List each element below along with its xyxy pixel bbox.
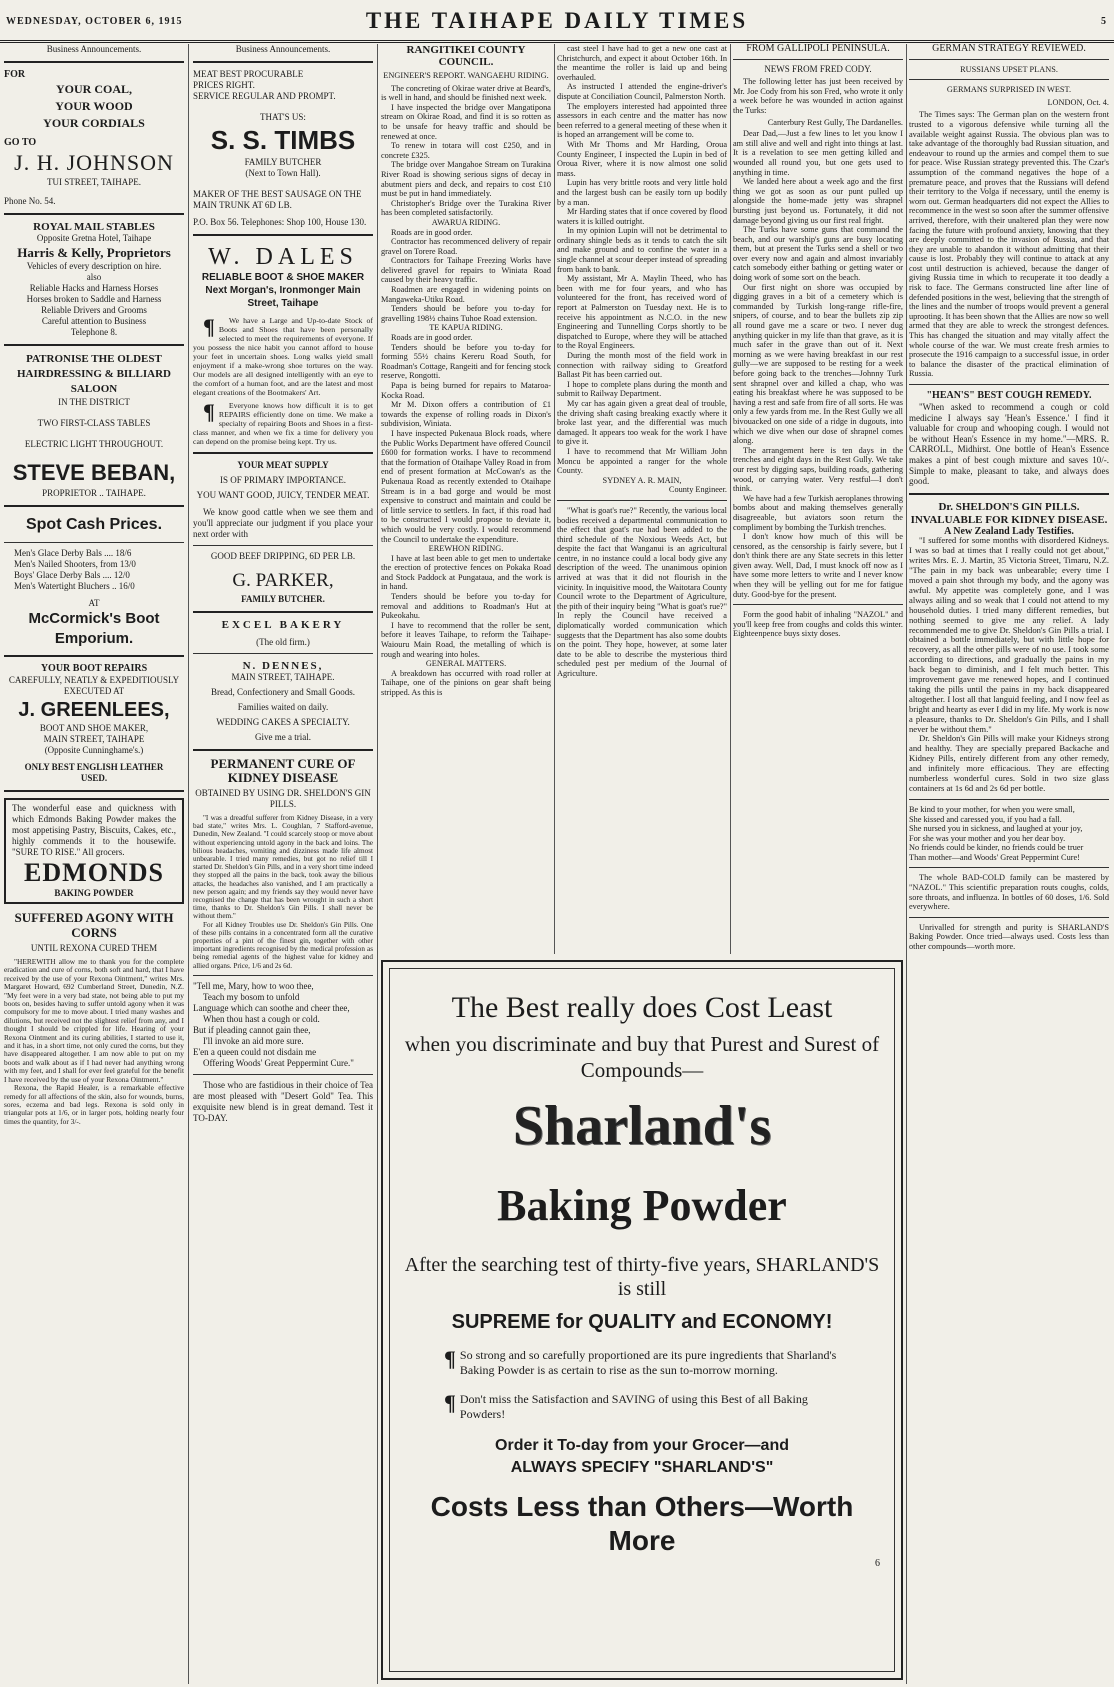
advert-bullet-text: So strong and so carefully proportioned are its pure ingredients that Sharland's Baking Powder is as certain to rise as the sun to-morrow morning.: [459, 1348, 837, 1377]
dennes-line: Give me a trial.: [255, 732, 311, 742]
stables-proprietors: Harris & Kelly, Proprietors: [17, 245, 171, 260]
timbs-top: SERVICE REGULAR AND PROMPT.: [193, 91, 336, 101]
poem-line: When thou hast a cough or cold.: [203, 1013, 320, 1024]
saloon-line: SALOON: [70, 383, 118, 395]
sharlands-advert: [381, 960, 903, 1680]
letter-place: Canterbury Rest Gully, The Dardanelles.: [767, 117, 903, 127]
council-paragraph: Tenders should be before you to-day for gravelling 198½ chains Tuhoe Road extension.: [381, 304, 551, 323]
beban-name: STEVE BEBAN,: [12, 460, 176, 485]
letter-paragraph: We have had a few Turkish aeroplanes throwing bombs about and making themselves generally disagreeable, but aviators soon return the compliment by bombing the Turkish trenches.: [733, 493, 903, 532]
stables-sub: Opposite Gretna Hotel, Taihape: [36, 233, 152, 243]
dales-paragraph: ¶ We have a Large and Up-to-date Stock of Boots and Shoes that have been personally selected to meet the requirements of everyone. If you possess the nice habit you cannot afford to house your feet in uncertain shoes. Long walks yield small enjoyment if a make-wrong shoe tortures on the way. Our models are all designed intelligently with an eye to the comfort of a human foot, and are the latest and most elegant creations of the Bootmakers' Art.: [193, 314, 373, 397]
council-paragraph: Contractor has recommenced delivery of repair gravel on Torere Road.: [381, 237, 551, 256]
poem-line: I'll invoke an aid more sure.: [203, 1035, 304, 1046]
council-paragraph: The bridge over Mangahoe Stream on Turakina River Road is showing serious signs of decay in abutment piers and deck, and repairs to cost £10 must be put in hand immediately.: [381, 160, 551, 199]
column-rule: [730, 44, 731, 954]
johnson-for: FOR: [4, 69, 26, 80]
rexona-body: "HEREWITH allow me to thank you for the complete eradication and cure of corns, both soft and hard, that I have received by the use of your Rexona Ointment," writes Mrs. Margaret Howard, 692 Cumberland Street, Dunedin, N.Z. "My feet were in a very bad state, not being able to put my boots on, besides having to suffer untold agony when it was compulsory for me to move about. I tried many washes and dilutions, but received not the slightest relief from any, and I thought I should be crippled for life. Hearing of your Rexona Ointment and its curing abilities, I started to use it, and it has, in a short time, not only cured the corns, but they have disappeared altogether. I am now able to put on my boots and walk about as if I had never had anything wrong with my feet, and I shall for ever feel grateful for the benefit I have received by the use of your Rexona Ointment.": [4, 957, 184, 1084]
column-1: [4, 44, 184, 1684]
council-paragraph: Mr Harding states that if once covered by flood waters it is killed outright.: [557, 207, 727, 226]
dennes-line: Bread, Confectionery and Small Goods.: [211, 687, 355, 697]
gin-body: "I suffered for some months with disordered Kidneys. I was so bad at times that I really could not get about," writes Mrs. E. J. Martin, 35 Victoria Street, Timaru, N.Z. "The pain in my back was unbearable; every time I moved a pain shot through my body, and the agony was awful. My appetite was completely gone, and I was always ailing and so weak that I could not attend to my household duties. I tried many different remedies, but nothing seemed to give me any relief. A lady recommended me to give Dr. Sheldon's Gin Pills a trial. I obtained a bottle immediately, but with little hope for recovery, as all the other pills were of no use. I took some according to directions, and gradually the pains in my back began to diminish, and I felt much better. This improvement gave me renewed hopes, and I continued taking the pills until the pains in my back disappeared altogether. I lost all that languid feeling, and I now feel as bright and hearty as ever I did in my life. My work is now a pleasure, thanks to Dr. Sheldon's Gin Pills, and I shall never be without them.": [909, 535, 1109, 734]
greenlees-top: CAREFULLY, NEATLY & EXPEDITIOUSLY EXECUTED AT: [8, 675, 180, 696]
greenlees-line: USED.: [80, 773, 108, 783]
poem-line: Language which can soothe and cheer thee,: [193, 1002, 350, 1013]
letter-paragraph: We landed here about a week ago and the first thing we got as soon as our punt pulled up alongside the home-made jetty was shrapnel bursting just beyond us. Fortunately, it did not damage beyond giving us our first real fright.: [733, 177, 903, 225]
mother-line: She nursed you in sickness, and laughed at your joy,: [909, 824, 1083, 834]
gin-footer: Dr. Sheldon's Gin Pills will make your Kidneys strong and healthy. They are specially prepared Backache and Kidney Pills, entirely different from any other remedy, and infinitely more efficacious. They are effecting numberless wonderful cures. Sold in two size glass containers at 1s 6d and 2s 6d per bottle.: [909, 733, 1109, 793]
greenlees-line: MAIN STREET, TAIHAPE: [43, 734, 145, 744]
greenlees-line: ONLY BEST ENGLISH LEATHER: [24, 762, 164, 772]
strategy-sub1: RUSSIANS UPSET PLANS.: [960, 64, 1058, 74]
strategy-sub2: GERMANS SURPRISED IN WEST.: [946, 85, 1072, 95]
council-paragraph: I have inspected Pukenaua Block roads, where the Public Works Department have offered Council £600 for formation works. I have to recommend that the formation of Otaihape Valley Road in from end of present formation at McCowan's as the Pukenaua Road as recently extended to Otaihape Stream is in a bad gorge and would be most expensive to construct and maintain and could be of little service to settlers. In fact, if this road had to be constructed I would propose to deviate it, which would be very costly. I would recommend the Council to undertake the expenditure.: [381, 428, 551, 544]
johnson-name: J. H. JOHNSON: [14, 150, 174, 175]
saloon-line: TWO FIRST-CLASS TABLES: [37, 418, 151, 428]
council-paragraph: Roads are in good order.: [391, 333, 473, 343]
issue-date: WEDNESDAY, OCTOBER 6, 1915: [6, 16, 183, 27]
rexona-title: SUFFERED AGONY WITH CORNS: [14, 910, 174, 940]
mccormick-name: McCormick's Boot Emporium.: [28, 610, 160, 647]
mother-line: She kissed and caressed you, if you had a fall.: [909, 814, 1062, 824]
advert-after: After the searching test of thirty-five years, SHARLAND'S is still: [404, 1254, 880, 1300]
letter-paragraph: The Turks have some guns that command the beach, and our warship's guns are busy locating them, but at present the Turks send a shell or two over every now and again and almost invariably catch somebody either bathing or getting water or doing work of some sort on the beach.: [733, 225, 903, 283]
spot-cash-item: Men's Nailed Shooters, from 13/0: [14, 559, 136, 569]
poem-line: "Tell me, Mary, how to woo thee,: [193, 980, 314, 991]
greenlees-line: BOOT AND SHOE MAKER,: [39, 723, 149, 733]
dennes-name: N. DENNES,: [242, 660, 324, 672]
dales-text: We have a Large and Up-to-date Stock of Boots and Shoes that have been personally selected to meet the requirements of everyone. If you possess the nice habit you cannot afford to house your feet in uncertain shoes. Long walks yield small enjoyment if a make-wrong shoe tortures on the way. Our models are all designed intelligently with an eye to the comfort of a human foot, and are the latest and most elegant creations of the Bootmakers' Art.: [193, 316, 373, 397]
stables-line: also: [86, 272, 102, 282]
meat-line: IS OF PRIMARY IMPORTANCE.: [220, 475, 346, 485]
timbs-name: S. S. TIMBS: [210, 125, 356, 155]
council-paragraph: The employers interested had appointed three assessors in each centre and the matter has now been referred to a general meeting of these when it is hoped an arrangement will be come to.: [557, 101, 727, 140]
council-paragraph: Mr M. Dixon offers a contribution of £1 towards the expense of rolling roads in Dixon's subdivision, Winiata.: [381, 400, 551, 429]
johnson-address: TUI STREET, TAIHAPE.: [47, 177, 141, 187]
poem-line: E'en a queen could not disdain me: [193, 1046, 317, 1057]
rexona-footer: Rexona, the Rapid Healer, is a remarkable effective remedy for all affections of the skin, also for wounds, burns, sores, eczema and bad legs. Rexona is sold only in triangular pots at 1/6, or in larger pots, holding nearly four times the quantity, for 3/-.: [4, 1083, 184, 1126]
poem-line: But if pleading cannot gain thee,: [193, 1024, 311, 1035]
timbs-sausage: MAKER OF THE BEST SAUSAGE ON THE MAIN TRUNK AT 6D LB.: [193, 189, 362, 210]
newspaper-title: THE TAIHAPE DAILY TIMES: [365, 8, 749, 33]
advert-supreme: SUPREME for QUALITY and ECONOMY!: [451, 1311, 833, 1333]
advert-bullet-text: Don't miss the Satisfaction and SAVING of using this Best of all Baking Powders!: [459, 1392, 808, 1421]
gallipoli-title: FROM GALLIPOLI PENINSULA.: [746, 44, 890, 54]
strategy-body: The Times says: The German plan on the western front trusted to a vigorous defensive while turning all the available weight against Russia. The obvious plan was to take advantage of the thoroughly bad Russian situation, and endeavour to round up the armies and compel them to sue for peace. Wise Russian strategy prevented this. The Czar's assumption of the command negatives the hope of a premature peace, and proves that the Russians will defend their territory to the Volga if necessary, until the enemy is worn out. German headquarters did not expect the Allies to recommence in the west so soon after the summer offensive arrived, therefore, with their unaltered plan they were now facing the future with profound anxiety, knowing that they are deeply committed to the invasion of Russia, and that they are unable to abandon it without admitting that their cause is lost. Probably they will continue to attack at any cost until destruction is achieved, because the danger of giving Russia time in which to recuperate it too deadly a risk to face. The Germans constructed line after line of defended positions in the west, believing that the strength of the lines and the number of troops would prevent a general uprooting. It has been shown that the Allies are now so well armed that they are able to wreck the strongest defences. This has changed the situation and may vitally affect the whole course of the war. We must create fresh armies to prosecute the 1916 campaign to a successful issue, in order to balance the disaster of the practical elimination of Russia.: [909, 110, 1109, 379]
timbs-phone: P.O. Box 56. Telephones: Shop 100, House 130.: [193, 217, 367, 227]
mother-line: Than mother—and Woods' Great Peppermint Cure!: [909, 852, 1080, 862]
mother-line: For she was your mother and you her dear boy.: [909, 833, 1066, 843]
column-rule: [188, 44, 189, 1684]
dales-subtitle: RELIABLE BOOT & SHOE MAKER: [201, 272, 365, 283]
council-paragraph: My assistant, Mr A. Maylin Theed, who has been with me for four years, and who has volunteered for the front, has received word of report at Palmerston on Tuesday next. He is to receive his appointment as N.C.O. in the new Engineering and Tunnelling Corps shortly to be dispatched to Europe, where they will be attached to the Royal Engineers.: [557, 274, 727, 351]
column-4: [557, 44, 727, 964]
dennes-line: Families waited on daily.: [237, 702, 329, 712]
saloon-line: PATRONISE THE OLDEST: [26, 353, 162, 365]
dales-text: Everyone knows how difficult it is to get REPAIRS efficiently done on time. We make a specialty of repairing Boots and Shoes in a first-class manner, and when we fix a time for delivery you can depend on the promise being kept. Try us.: [193, 401, 373, 446]
gallipoli-subtitle: NEWS FROM FRED CODY.: [764, 63, 872, 74]
letter-paragraph: Dear Dad,—Just a few lines to let you know I am still alive and well and right into things at last. It is a revelation to see men getting killed and wounded all round you, but one gets used to anything in time.: [733, 129, 903, 177]
goats-rue-paragraph: "What is goat's rue?" Recently, the various local bodies received a departmental communication to the effect that goat's rue had been added to the third schedule of the Noxious Weeds Act, but despite the fact that Wanganui is an agricultural centre, in no instance could a local body give any description of the weed. The unanimous opinion arrived at was that it did not flourish in the vicinity. In inquisitive mood, the Waitotara County Council wrote to the Department of Agriculture, the pith of their inquiry being "What is goat's rue?" In reply the Council have received a diplomatically worded communication which suggests that the Department has also some doubts on the point. They hope, however, at some later date to be able to describe the mysterious third scheduled pest per medium of the Journal of Agriculture.: [557, 505, 727, 678]
tea-text: Those who are fastidious in their choice of Tea are most pleased with "Desert Gold" Tea. This exquisite new blend is in great demand. Test it TO-DAY.: [193, 1079, 373, 1123]
spot-cash-at: AT: [88, 598, 100, 608]
letter-paragraph: The arrangement here is ten days in the trenches and eight days in the Rest Gully. We take our rest by digging saps, building roads, gathering wood, or carrying water. Very restful—I don't think.: [733, 445, 903, 494]
council-paragraph: Lupin has very brittle roots and very little hold and the largest bush can be easily torn up bodily by a man.: [557, 178, 727, 207]
heans-title: "HEAN'S" BEST COUGH REMEDY.: [926, 390, 1092, 401]
heans-body: "When asked to recommend a cough or cold medicine I always say 'Hean's Essence.' I find it valuable for croup and whooping cough. I would not be without Hean's Essence in my home."—MRS. R. CARROLL, Midhirst. One bottle of Hean's Essence makes a pint of best cough mixture and saves 10/-. Simple to make, pleasant to take, and always does good.: [909, 402, 1109, 487]
masthead: [0, 0, 1114, 43]
edmonds-advert: [4, 798, 184, 904]
letter-paragraph: Our first night on shore was occupied by digging graves in a bit of a cemetery which is commanded by Turkish long-range rifle-fire, snipers, of course, and to bear the bullets zip zip all round gave me a scare or two. I never dug anything quicker in my life than that grave, as it is much safer in the grave than out of it. Next morning as we were having breakfast in our rest gully—we are supposed to be resting for a week before going back to the trenches—Johnny Turk sent shrapnel over and killed a chap, who was eating his breakfast where he was supposed to be having a rest and safe from fire of all sorts. He was only a few yards from me. In the Rest Gully we all bivouacked on one side of a ridge in dugouts, into which we dive when our dose of shrapnel comes along.: [733, 282, 903, 446]
council-paragraph: Tenders should be before you to-day for forming 55½ chains Kereru Road South, for Roadman's Cottage, Rangeiti and for fencing stock reserve, Rongotti.: [381, 342, 551, 381]
spot-cash-item: Men's Watertight Bluchers .. 16/0: [14, 581, 135, 591]
engineer-signature: SYDNEY A. R. MAIN,: [602, 475, 682, 485]
johnson-phone: Phone No. 54.: [4, 196, 56, 206]
dales-address: Next Morgan's, Ironmonger Main Street, Taihape: [205, 285, 361, 309]
riding-heading: EREWHON RIDING.: [428, 544, 504, 554]
column-3: [381, 44, 551, 964]
section-heading: Business Announcements.: [46, 44, 142, 54]
page-number: 5: [1101, 16, 1106, 27]
council-paragraph: My car has again given a great deal of trouble, the driving shaft casing breaking exactly where it broke last year, and the differential was much damaged. It appears too weak for the work I have to give it.: [557, 398, 727, 447]
letter-intro: The following letter has just been received by Mr. Joe Cody from his son Fred, who wrote it only a week before he was wounded in action against the Turks:: [733, 77, 903, 115]
council-paragraph: Papa is being burned for repairs to Mataroa-Kocka Road.: [381, 381, 551, 400]
riding-heading: AWARUA RIDING.: [431, 217, 501, 227]
kidney-body: "I was a dreadful sufferer from Kidney Disease, in a very bad state," writes Mrs. L. Coughlan, 7 Stafford-avenue, Dunedin, New Zealand. "I could scarcely stoop or move about without experiencing untold agony in the back and loins. The bilious headaches, vomiting and dizziness made life almost unbearable. I tried many remedies, but got no relief till I started Dr. Sheldon's Gin Pills, and in a very short time indeed they stopped all the pains in the back, took away the bilious attacks, the headaches also vanished, and I am practically a new person again; and my friends say they would never have recognised the change that has been wrought in such a short time, thanks to Dr. Sheldon's Gin Pills. I shall never be without them.": [193, 814, 373, 921]
council-paragraph: I hope to complete plans during the month and submit to Railway Department.: [557, 379, 727, 399]
meat-body: We know good cattle when we see them and you'll appreciate our judgment if you place your next order with: [193, 507, 373, 539]
nazol-note: Form the good habit of inhaling "NAZOL" and you'll keep free from coughs and colds this winter. Eighteenpence buys sixty doses.: [733, 610, 903, 639]
council-paragraph: The concreting of Okirae water drive at Beard's, is well in hand, and should be finished next week.: [381, 83, 551, 103]
council-paragraph: Roadmen are engaged in widening points on Mangaweka-Utiku Road.: [381, 285, 551, 304]
greenlees-line: (Opposite Cunninghame's.): [44, 745, 144, 755]
timbs-line: (Next to Town Hall).: [245, 168, 321, 178]
advert-number: 6: [875, 1558, 880, 1569]
council-paragraph: I have to recommend that Mr William John Moncu be appointed a ranger for the whole County.: [557, 446, 727, 476]
council-paragraph: With Mr Thoms and Mr Harding, Oroua County Engineer, I inspected the Lupin in bed of Oroua River, where it is now almost one solid mass.: [557, 139, 727, 178]
gin-subtitle: A New Zealand Lady Testifies.: [944, 525, 1074, 537]
kidney-title: PERMANENT CURE OF KIDNEY DISEASE: [210, 756, 356, 785]
stables-line: Reliable Drivers and Grooms: [41, 305, 147, 315]
column-rule: [906, 44, 907, 1684]
stables-line: Vehicles of every description on hire.: [26, 261, 162, 271]
mother-line: Be kind to your mother, for when you were small,: [909, 804, 1075, 814]
greenlees-name: J. GREENLEES,: [18, 699, 170, 721]
council-paragraph: To renew in totara will cost £250, and in concrete £325.: [381, 141, 551, 160]
section-heading: Business Announcements.: [235, 44, 331, 54]
council-paragraph: Christopher's Bridge over the Turakina River has been completed satisfactorily.: [381, 198, 551, 218]
advert-bullet: ¶ So strong and so carefully proportioned are its pure ingredients that Sharland's Baking Powder is as certain to rise as the sun to-morrow morning.: [444, 1346, 837, 1377]
dales-name: W. DALES: [208, 244, 358, 270]
column-rule: [377, 44, 378, 1684]
advert-order: Order it To-day from your Grocer—and: [495, 1437, 789, 1454]
council-paragraph: In my opinion Lupin will not be detrimental to ordinary shingle beds as it tends to catch the silt and make ground and to confine the water in a single channel at scour deeper instead of spreading from bank to bank.: [557, 226, 727, 274]
stables-line: Careful attention to Business: [41, 316, 147, 326]
advert-product: Baking Powder: [497, 1181, 787, 1230]
council-paragraph: I have to recommend that the roller be sent, before it leaves Taihape, to reform the Taihape-Waiouru Main Road, the metalling of which is rough and wearing into holes.: [381, 620, 551, 659]
council-paragraph: I have at last been able to get men to undertake the erection of protective fences on Pokaka Road and Stock Paddock at Pungataua, and the work is in hand.: [381, 553, 551, 592]
saloon-line: HAIRDRESSING & BILLIARD: [16, 368, 172, 380]
timbs-thats-us: THAT'S US:: [260, 112, 306, 122]
strategy-dateline: LONDON, Oct. 4.: [1047, 97, 1109, 107]
poem-line: Teach my bosom to unfold: [203, 991, 300, 1002]
saloon-line: ELECTRIC LIGHT THROUGHOUT.: [24, 439, 164, 449]
meat-line: YOU WANT GOOD, JUICY, TENDER MEAT.: [196, 490, 370, 500]
kidney-subtitle: OBTAINED BY USING DR. SHELDON'S GIN PILLS.: [195, 788, 371, 809]
council-paragraph: Contractors for Taihape Freezing Works have delivered gravel for repairs to Winiata Road caused by their heavy traffic.: [381, 256, 551, 285]
dripping-line: GOOD BEEF DRIPPING, 6D PER LB.: [210, 551, 356, 561]
council-paragraph: I have inspected the bridge over Mangatipona stream on Okirae Road, and find it is so rotten as to be unsafe for heavy traffic and should be renewed at once.: [381, 102, 551, 141]
edmonds-text: The wonderful ease and quickness with which Edmonds Baking Powder makes the most appetising Pastry, Biscuits, Cakes, etc., highly commends it to the housewife. "SURE TO RISE." All grocers.: [12, 803, 176, 857]
dennes-line: WEDDING CAKES A SPECIALTY.: [216, 717, 350, 727]
spot-cash-item: Men's Glace Derby Bals .... 18/6: [14, 548, 132, 558]
sharlands-advert-inner: [389, 968, 895, 1672]
letter-paragraph: I don't know how much of this will be censored, as the censorship is fairly severe, but I don't think there are any State secrets in this letter given away. Well, Dad, I must knock off now as I have some more letters to write and I never know when they will be yelling out for me for fatigue duty. Good-bye for the present.: [733, 532, 903, 599]
gin-title: Dr. SHELDON'S GIN PILLS. INVALUABLE FOR KIDNEY DISEASE.: [910, 500, 1108, 526]
advert-headline: The Best really does Cost Least: [451, 991, 833, 1024]
beban-proprietor: PROPRIETOR .. TAIHAPE.: [42, 488, 146, 498]
council-title: RANGITIKEI COUNTY COUNCIL.: [406, 44, 526, 68]
stables-line: Horses broken to Saddle and Harness: [26, 294, 162, 304]
poem-line: Offering Woods' Great Peppermint Cure.": [203, 1057, 354, 1068]
riding-heading: GENERAL MATTERS.: [425, 659, 507, 669]
advert-brand: Sharland's: [512, 1095, 772, 1157]
column-rule: [554, 44, 555, 954]
council-paragraph: Roads are in good order.: [391, 227, 473, 237]
strategy-title: GERMAN STRATEGY REVIEWED.: [932, 44, 1086, 54]
advert-costs: Costs Less than Others—Worth More: [430, 1491, 854, 1556]
dales-paragraph: ¶ Everyone knows how difficult it is to get REPAIRS efficiently done on time. We make a specialty of repairing Boots and Shoes in a first-class manner, and when we fix a time for delivery you can depend on the promise being kept. Try us.: [193, 399, 373, 446]
dennes-line: MAIN STREET, TAIHAPE.: [231, 672, 335, 682]
column-2: [193, 44, 373, 1684]
spot-cash-title: Spot Cash Prices.: [25, 516, 163, 533]
kidney-footer: For all Kidney Troubles use Dr. Sheldon's Gin Pills. One of these pills contains in a concentrated form all the curative properties of a pint of the finest gin, together with other important ingredients recognised by the medical profession as being remedial agents of the highest value for kidney and allied organs. Price, 1/6 and 2s 6d.: [193, 920, 373, 970]
timbs-line: FAMILY BUTCHER: [244, 157, 322, 167]
meat-line: YOUR MEAT SUPPLY: [237, 460, 329, 470]
mother-line: No friends could be kinder, no friends could be truer: [909, 843, 1084, 853]
council-paragraph: cast steel I have had to get a new one cast at Christchurch, and expect it about October 16th. In the meantime the roller is laid up and being overhauled.: [557, 44, 727, 82]
johnson-line: YOUR COAL,: [55, 82, 132, 96]
rexona-subtitle: UNTIL REXONA CURED THEM: [30, 943, 158, 953]
council-paragraph: A breakdown has occurred with road roller at Taihape, one of the pinions on gear shaft being stripped. As this is: [381, 668, 551, 697]
engineer-title: County Engineer.: [668, 485, 727, 495]
column-5: [733, 44, 903, 964]
saloon-line: IN THE DISTRICT: [58, 397, 130, 407]
sharland-note: Unrivalled for strength and purity is SHARLAND'S Baking Powder. Once tried—always used. Costs less than other compounds—worth more.: [909, 922, 1109, 952]
stables-line: Telephone 8.: [70, 327, 118, 337]
council-subtitle: ENGINEER'S REPORT. WANGAEHU RIDING.: [383, 71, 549, 80]
timbs-top: PRICES RIGHT.: [193, 80, 255, 90]
bakery-title: EXCEL BAKERY: [221, 619, 345, 631]
johnson-goto: GO TO: [4, 137, 37, 148]
advert-bullet: ¶ Don't miss the Satisfaction and SAVING of using this Best of all Baking Powders!: [444, 1390, 808, 1421]
timbs-top: MEAT BEST PROCURABLE: [193, 69, 304, 79]
parker-sub: FAMILY BUTCHER.: [241, 594, 325, 604]
edmonds-logo: EDMONDS: [24, 858, 164, 887]
greenlees-top: YOUR BOOT REPAIRS: [40, 663, 148, 674]
nazol-note: The whole BAD-COLD family can be mastered by "NAZOL." This scientific preparation routs coughs, colds, sore throats, and influenza. In bottles of 60 doses, 1/6. Sold everywhere.: [909, 873, 1109, 912]
stables-title: ROYAL MAIL STABLES: [33, 221, 155, 233]
riding-heading: TE KAPUA RIDING.: [429, 323, 503, 333]
parker-name: G. PARKER,: [232, 570, 334, 591]
advert-subheadline: when you discriminate and buy that Purest and Surest of Compounds—: [404, 1032, 880, 1082]
johnson-line: YOUR WOOD: [55, 99, 133, 113]
edmonds-sub: BAKING POWDER: [54, 888, 134, 898]
bakery-sub: (The old firm.): [256, 637, 310, 647]
council-paragraph: As instructed I attended the engine-driver's dispute at Conciliation Council, Palmerston North.: [557, 82, 727, 101]
stables-line: Reliable Hacks and Harness Horses: [29, 283, 159, 293]
column-6: [909, 44, 1109, 1684]
johnson-line: YOUR CORDIALS: [43, 116, 145, 130]
spot-cash-item: Boys' Glace Derby Bals .... 12/0: [14, 570, 130, 580]
council-paragraph: Tenders should be before you to-day for removal and additions to Roadman's Hut at Pukeokahu.: [381, 592, 551, 621]
council-paragraph: During the month most of the field work in connection with railway siding to Greatford Ballast Pit has been carried out.: [557, 351, 727, 380]
advert-order: ALWAYS SPECIFY "SHARLAND'S": [510, 1459, 774, 1476]
